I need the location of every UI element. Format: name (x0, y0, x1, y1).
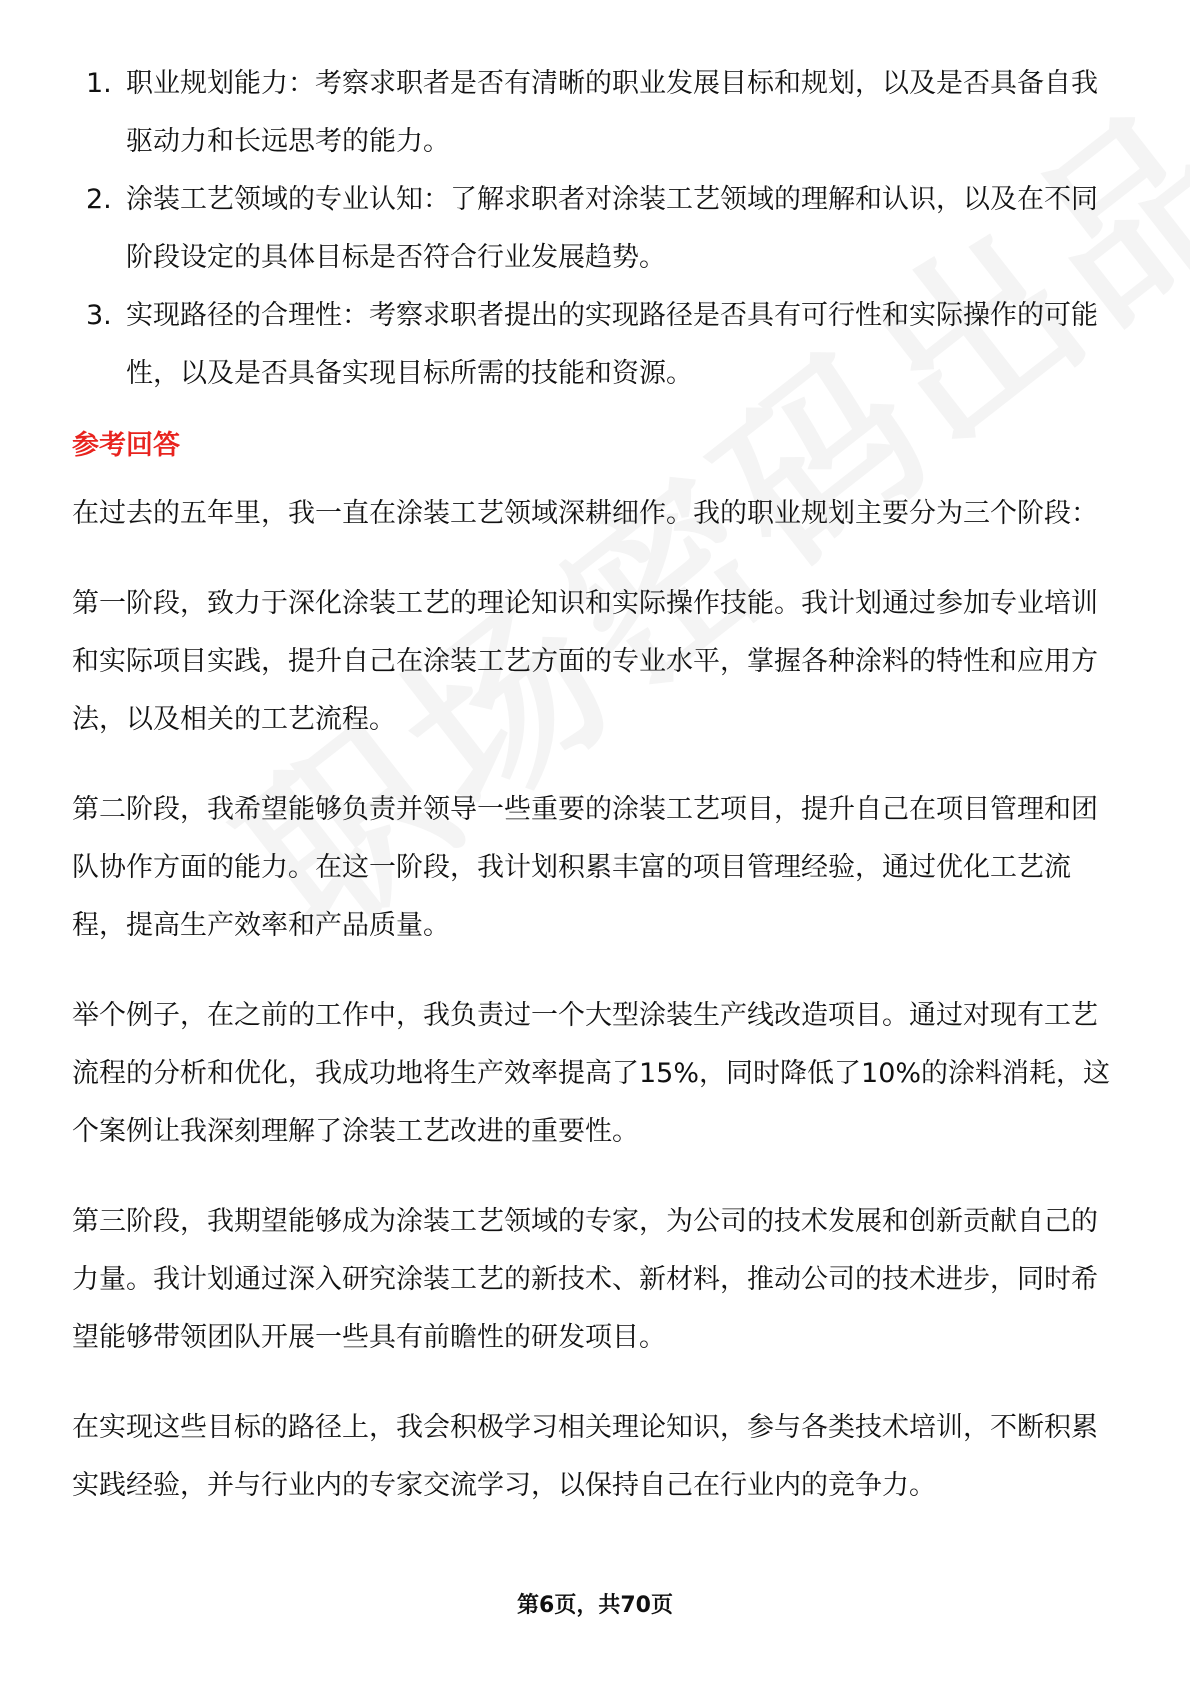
answer-paragraph-stage-three: 第三阶段，我期望能够成为涂装工艺领域的专家，为公司的技术发展和创新贡献自己的力量。我计划通过深入研究涂装工艺的新技术、新材料，推动公司的技术进步，同时希望能够带领团队开展一些具有前瞻性的研发项目。 (72, 1206, 1098, 1353)
criteria-list (72, 55, 1112, 403)
criteria-number: 2. (86, 184, 112, 215)
criteria-number: 3. (86, 300, 112, 331)
criteria-item (72, 287, 1112, 403)
page-number-footer: 第6页，共70页 (517, 1593, 673, 1618)
criteria-number: 1. (86, 68, 112, 99)
answer-paragraph-example: 举个例子，在之前的工作中，我负责过一个大型涂装生产线改造项目。通过对现有工艺流程的分析和优化，我成功地将生产效率提高了15%，同时降低了10%的涂料消耗，这个案例让我深刻理解了涂装工艺改进的重要性。 (72, 1000, 1111, 1147)
criteria-text: 职业规划能力：考察求职者是否有清晰的职业发展目标和规划，以及是否具备自我驱动力和长远思考的能力。 (126, 68, 1098, 157)
content (72, 55, 1112, 1547)
answer-paragraph-path: 在实现这些目标的路径上，我会积极学习相关理论知识，参与各类技术培训，不断积累实践经验，并与行业内的专家交流学习，以保持自己在行业内的竞争力。 (72, 1412, 1098, 1501)
answer-paragraph-stage-two: 第二阶段，我希望能够负责并领导一些重要的涂装工艺项目，提升自己在项目管理和团队协作方面的能力。在这一阶段，我计划积累丰富的项目管理经验，通过优化工艺流程，提高生产效率和产品质量。 (72, 794, 1098, 941)
answer-paragraph-intro: 在过去的五年里，我一直在涂装工艺领域深耕细作。我的职业规划主要分为三个阶段： (72, 498, 1098, 529)
criteria-text: 涂装工艺领域的专业认知：了解求职者对涂装工艺领域的理解和认识，以及在不同阶段设定的具体目标是否符合行业发展趋势。 (126, 184, 1098, 273)
answer-paragraph-stage-one: 第一阶段，致力于深化涂装工艺的理论知识和实际操作技能。我计划通过参加专业培训和实际项目实践，提升自己在涂装工艺方面的专业水平，掌握各种涂料的特性和应用方法，以及相关的工艺流程。 (72, 588, 1098, 735)
criteria-item (72, 55, 1112, 171)
criteria-text: 实现路径的合理性：考察求职者提出的实现路径是否具有可行性和实际操作的可能性，以及是否具备实现目标所需的技能和资源。 (126, 300, 1098, 389)
criteria-item (72, 171, 1112, 287)
answer-heading: 参考回答 (72, 430, 180, 461)
